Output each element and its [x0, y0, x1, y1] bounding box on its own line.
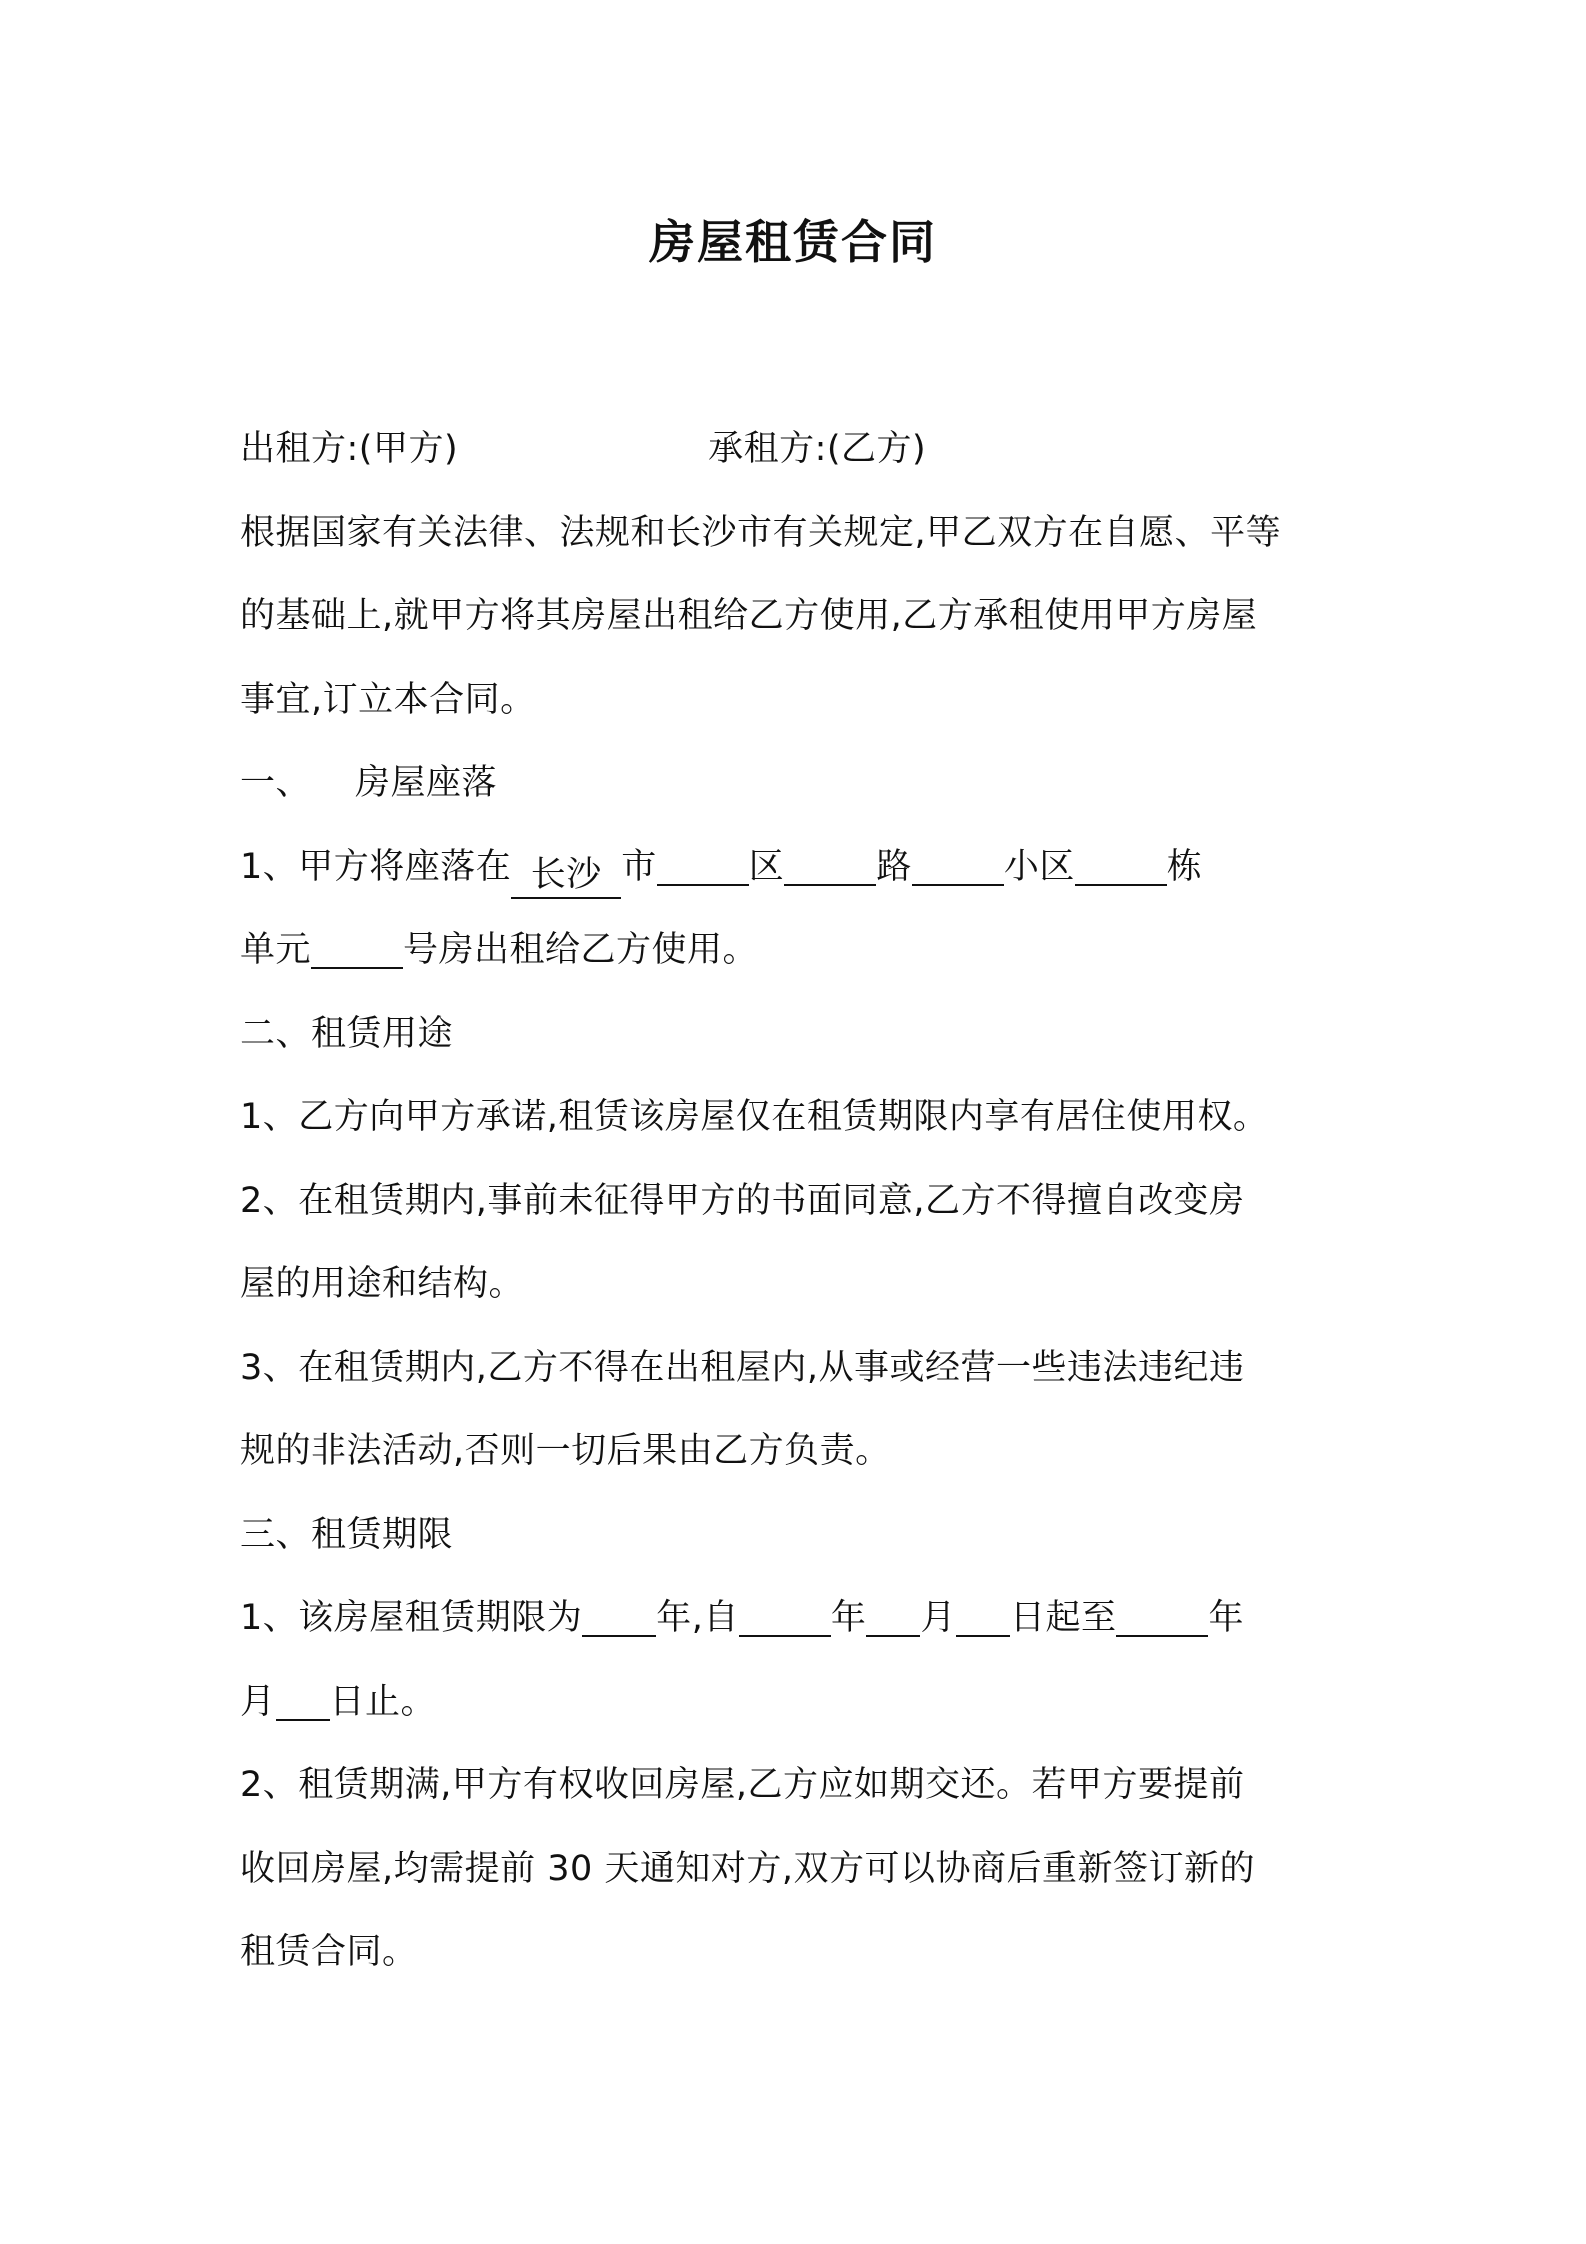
city-unit: 市 — [621, 846, 657, 887]
document-title: 房屋租赁合同 — [649, 215, 937, 269]
start-month-blank — [866, 1591, 920, 1637]
section2-clause3-line-2: 规的非法活动,否则一切后果由乙方负责。 — [240, 1431, 891, 1471]
section3-heading: 三、租赁期限 — [240, 1514, 454, 1555]
road-unit: 路 — [876, 846, 912, 887]
section1-heading — [240, 742, 1360, 826]
section1-clause1-line-1 — [240, 826, 1360, 910]
preamble-line-3: 事宜,订立本合同。 — [240, 679, 536, 720]
section2-clause3-line-1: 3、在租赁期内,乙方不得在出租屋内,从事或经营一些违法违纪违 — [240, 1347, 1245, 1388]
start-day-blank — [956, 1591, 1010, 1637]
unit-label: 单元 — [240, 930, 312, 970]
section3-clause1-line-2 — [240, 1661, 1360, 1745]
end-year-blank — [1116, 1591, 1208, 1637]
end-year-unit: 年 — [1208, 1598, 1244, 1638]
term-prefix: 1、该房屋租赁期限为 — [240, 1598, 583, 1638]
building-blank — [1075, 840, 1167, 886]
end-day-unit: 日止。 — [329, 1681, 437, 1722]
lessor-label: 出租方:(甲方) — [240, 429, 459, 469]
community-unit: 小区 — [1003, 846, 1075, 887]
section2-clause2-line-2: 屋的用途和结构。 — [240, 1264, 525, 1304]
district-blank — [657, 840, 749, 886]
section3-clause2-line-2: 收回房屋,均需提前 30 天通知对方,双方可以协商后重新签订新的 — [240, 1848, 1256, 1889]
building-unit: 栋 — [1166, 846, 1203, 887]
start-year-unit: 年 — [830, 1598, 867, 1638]
start-day-unit: 日起至 — [1009, 1598, 1117, 1638]
community-blank — [912, 840, 1004, 886]
section2-clause2-line-1: 2、在租赁期内,事前未征得甲方的书面同意,乙方不得擅自改变房 — [240, 1180, 1245, 1221]
location-prefix: 1、甲方将座落在 — [240, 846, 512, 887]
section3-clause2-line-1: 2、租赁期满,甲方有权收回房屋,乙方应如期交还。若甲方要提前 — [240, 1765, 1245, 1805]
lessee-label: 承租方:(乙方) — [708, 429, 927, 469]
section1-clause1-line-2 — [240, 909, 1360, 993]
section2-heading: 二、租赁用途 — [240, 1013, 454, 1054]
section2-clause1: 1、乙方向甲方承诺,租赁该房屋仅在租赁期限内享有居住使用权。 — [240, 1097, 1269, 1137]
city-blank: 长沙 — [511, 853, 621, 899]
room-suffix: 号房出租给乙方使用。 — [403, 930, 759, 970]
start-year-blank — [739, 1591, 831, 1637]
section1-heading-text: 房屋座落 — [355, 763, 498, 803]
term-years-blank — [582, 1591, 656, 1637]
district-unit: 区 — [748, 846, 785, 887]
section1-heading-number: 一、 — [240, 763, 312, 803]
unit-number-blank — [311, 923, 403, 969]
term-years-unit: 年,自 — [656, 1598, 739, 1638]
start-month-unit: 月 — [920, 1598, 956, 1638]
section3-clause1-line-1 — [240, 1577, 1360, 1661]
road-blank — [784, 840, 876, 886]
end-month-unit: 月 — [240, 1681, 276, 1722]
section3-clause2-line-3: 租赁合同。 — [240, 1932, 418, 1972]
preamble-line-2: 的基础上,就甲方将其房屋出租给乙方使用,乙方承租使用甲方房屋 — [240, 596, 1258, 636]
preamble-line-1: 根据国家有关法律、法规和长沙市有关规定,甲乙双方在自愿、平等 — [240, 512, 1282, 553]
end-day-blank — [276, 1675, 330, 1721]
parties-line — [240, 408, 1360, 492]
document-body — [240, 408, 1360, 1995]
